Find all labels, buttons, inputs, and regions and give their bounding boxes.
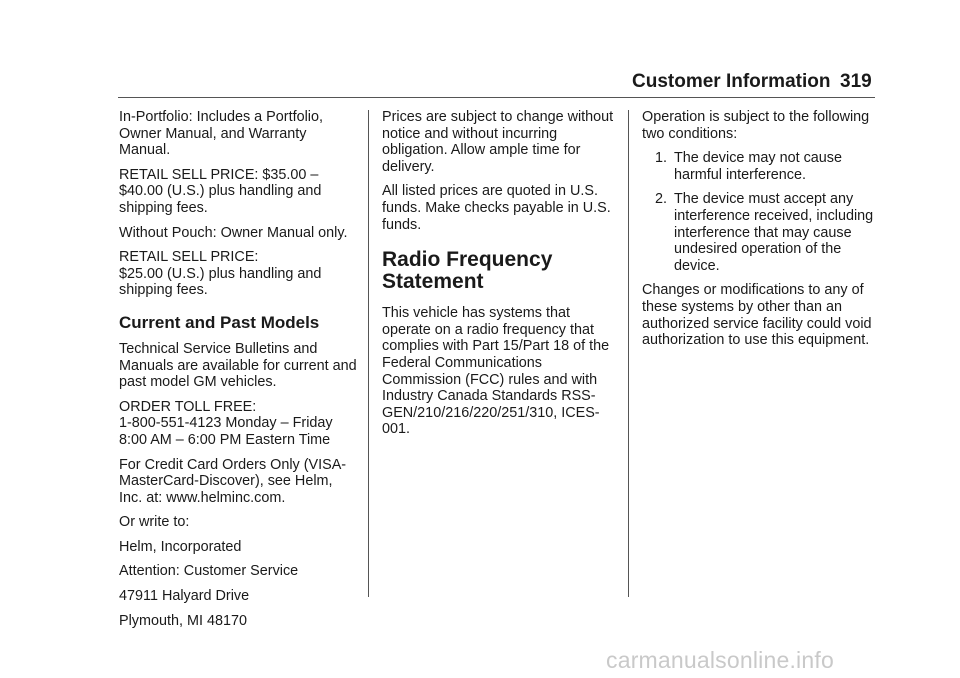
- column-2: [382, 109, 622, 446]
- current-past-models-heading: Current and Past Models: [119, 312, 320, 332]
- list-item-number: 1.: [654, 150, 667, 167]
- list-item: [642, 191, 877, 274]
- list-item-number: 2.: [654, 191, 667, 208]
- list-item: [642, 150, 877, 183]
- column-divider-2: [628, 110, 629, 597]
- list-item-text: The device may not cause harmful interference.: [674, 150, 842, 183]
- portfolio-description: In-Portfolio: Includes a Portfolio, Owner Manual, and Warranty Manual.: [119, 109, 323, 159]
- portfolio-price: RETAIL SELL PRICE: $35.00 – $40.00 (U.S.) plus handling and shipping fees.: [119, 166, 322, 216]
- modifications-warning-text: Changes or modifications to any of these systems by other than an authorized service facility could void authorization to use this equipment.: [642, 282, 872, 349]
- service-bulletins-text: Technical Service Bulletins and Manuals are available for current and past model GM vehicles.: [119, 340, 357, 391]
- prices-subject-text: Prices are subject to change without notice and without incurring obligation. Allow ample time for delivery.: [382, 109, 614, 175]
- credit-card-orders-text: For Credit Card Orders Only (VISA-MasterCard-Discover), see Helm, Inc. at: www.helminc.com.: [119, 456, 347, 506]
- conditions-list: [642, 150, 877, 274]
- without-pouch-description: Without Pouch: Owner Manual only.: [119, 224, 348, 241]
- address-line: Attention: Customer Service: [119, 563, 299, 580]
- without-pouch-price-label: RETAIL SELL PRICE:: [119, 249, 259, 266]
- radio-frequency-heading: Radio Frequency Statement: [382, 248, 553, 294]
- radio-frequency-text: This vehicle has systems that operate on a radio frequency that complies with Part 15/Part 18 of the Federal Communications Commission (FCC) rules and with Industry Canada Standards RSS-GEN/210/216/220/251/310, ICES-001.: [382, 305, 610, 438]
- address-line: Plymouth, MI 48170: [119, 612, 247, 629]
- page-header-title: Customer Information: [632, 71, 831, 92]
- operation-conditions-intro: Operation is subject to the following two conditions:: [642, 109, 870, 142]
- watermark: carmanualsonline.info: [606, 647, 834, 673]
- address-line: Helm, Incorporated: [119, 538, 242, 555]
- mailing-address: [119, 539, 359, 629]
- header-rule: [118, 97, 875, 98]
- order-toll-free: [119, 399, 359, 449]
- us-funds-text: All listed prices are quoted in U.S. funds. Make checks payable in U.S. funds.: [382, 183, 611, 233]
- order-toll-free-number: 1-800-551-4123 Monday – Friday 8:00 AM – 6:00 PM Eastern Time: [119, 415, 333, 448]
- without-pouch-price-value: $25.00 (U.S.) plus handling and shipping fees.: [119, 265, 322, 299]
- order-toll-free-label: ORDER TOLL FREE:: [119, 398, 257, 415]
- write-to-text: Or write to:: [119, 514, 190, 531]
- column-3: [642, 109, 877, 357]
- without-pouch-price: [119, 249, 359, 299]
- column-divider-1: [368, 110, 369, 597]
- address-line: 47911 Halyard Drive: [119, 588, 250, 605]
- column-1: [119, 109, 359, 637]
- page-number: 319: [840, 71, 872, 92]
- list-item-text: The device must accept any interference received, including interference that may cause undesired operation of the device.: [674, 191, 874, 274]
